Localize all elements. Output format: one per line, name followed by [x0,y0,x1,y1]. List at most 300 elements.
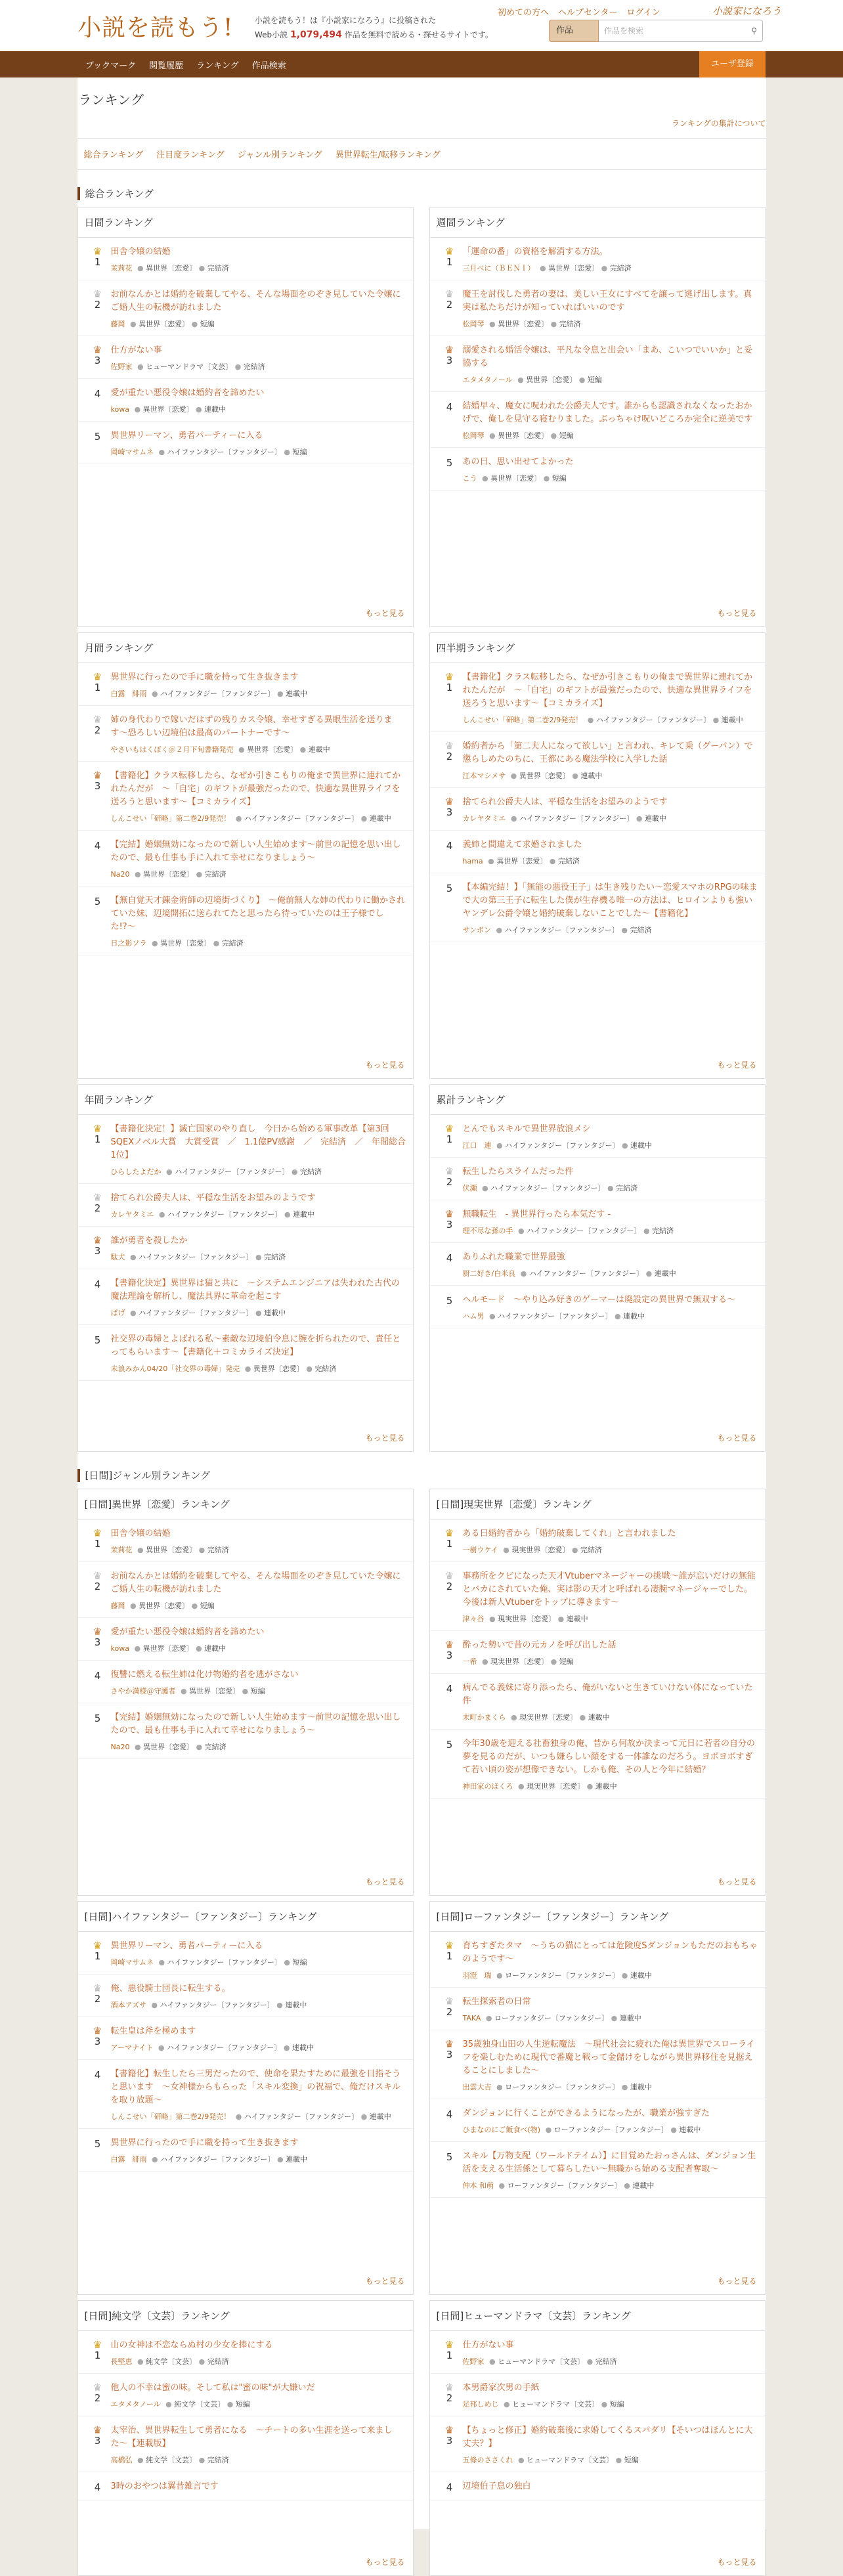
author-link[interactable]: 一希 [462,1657,477,1666]
work-title-link[interactable]: 転生したらスライムだった件 [462,1167,574,1177]
work-title-link[interactable]: 【ちょっと修正】婚約破棄後に求婚してくるスパダリ【そいつはほんとに大丈夫？】 [462,2426,753,2449]
status-label: 連載中 [588,1713,610,1722]
work-title-link[interactable]: 異世界リーマン、勇者パーティーに入る [110,1941,263,1951]
author-link[interactable]: 仲本 和萌 [462,2181,494,2190]
ranking-item [78,2060,413,2129]
rank-badge [85,344,111,372]
author-link[interactable]: 岡崎マサムネ [110,1958,154,1967]
ranking-item [430,2331,765,2374]
author-link[interactable]: ひまなのにご飯食べ(物) [462,2126,541,2134]
tab-isekai[interactable]: 異世界転生/転移ランキング [335,150,441,160]
work-meta: 一樹ウケイ ● 現実世界〔恋愛〕 ● 完結済 [462,1546,602,1554]
author-link[interactable]: 酒本アズサ [110,2001,146,2009]
work-title-link[interactable]: 仕方がない事 [462,2340,514,2350]
status-label: 完結済 [595,2357,617,2366]
genre-label: ハイファンタジー〔ファンタジー〕 [160,2155,275,2164]
genre-label: 異世界〔恋愛〕 [142,1644,194,1653]
rank-badge [85,714,111,754]
crown-icon: ♛ [444,246,454,257]
author-link[interactable]: 佐野家 [110,362,133,371]
work-title-link[interactable]: あの日、思い出せてよかった [462,457,574,467]
ranking-item [430,2030,765,2099]
ranking-item [430,2099,765,2142]
work-title-link[interactable]: 病んでる義妹に寄り添ったら、俺がいないと生きていけない体になっていた件 [462,1683,753,1706]
genre-label: ローファンタジー〔ファンタジー〕 [553,2126,668,2134]
rank-badge [437,1251,463,1278]
work-title-link[interactable]: 本男爵家次男の手紙 [462,2383,540,2393]
search-input[interactable]: 作品を検索 ⚲ [599,20,763,42]
rank-badge [437,2107,463,2135]
work-meta: こう ● 異世界〔恋愛〕 ● 短編 [462,474,567,483]
work-title-link[interactable]: 義姉と間違えて求婚されました [462,840,582,850]
work-title-link[interactable]: 仕方がない事 [110,345,162,355]
author-link[interactable]: 出雲大吉 [462,2083,492,2091]
author-link[interactable]: 岡崎マサムネ [110,448,154,456]
rank-number: 5 [94,431,101,443]
ranking-item [78,1184,413,1227]
rank-badge [85,1711,111,1752]
rank-badge [85,2068,111,2122]
work-title-link[interactable]: 無職転生 - 異世界行ったら本気だす - [462,1210,611,1219]
work-title-link[interactable]: 「運命の番」の資格を解消する方法。 [462,247,608,257]
work-title-link[interactable]: とんでもスキルで異世界放浪メシ [462,1124,591,1134]
author-link[interactable]: 藤岡 [110,1602,125,1610]
crown-icon: ♛ [93,288,102,300]
author-link[interactable]: 松岡琴 [462,431,485,440]
crown-icon: ♛ [93,671,102,683]
author-link[interactable]: 駄犬 [110,1253,125,1261]
panel-title: [日間]異世界〔恋愛〕ランキング [78,1489,413,1519]
rank-number: 3 [446,1649,453,1661]
status-label: 連載中 [630,1141,653,1150]
more-link[interactable]: もっと見る [717,2277,757,2286]
genre-label: 現実世界〔恋愛〕 [527,1782,585,1791]
more-link[interactable]: もっと見る [365,1877,405,1887]
work-title-link[interactable]: 異世界に行ったので手に職を持って生き抜きます [110,672,299,682]
genre-label: ハイファンタジー〔ファンタジー〕 [139,1253,253,1261]
author-link[interactable]: 神田家のほくろ [462,1782,513,1791]
work-title-link[interactable]: 太宰治、異世界転生して勇者になる 〜チートの多い生涯を送って来ました〜【連載版】 [110,2426,393,2449]
work-title-link[interactable]: 辺境伯子息の独白 [462,2481,531,2491]
author-link[interactable]: アーマナイト [110,2043,154,2052]
author-link[interactable]: ぱげ [110,1309,125,1317]
ranking-item [78,336,413,379]
work-meta: 仲本 和萌 ● ローファンタジー〔ファンタジー〕 ● 連載中 [462,2181,655,2190]
crown-icon: ♛ [444,740,454,752]
crown-icon: ♛ [444,671,454,683]
work-meta: 松岡琴 ● 異世界〔恋愛〕 ● 完結済 [462,320,581,328]
work-title-link[interactable]: 結婚早々、魔女に呪われた公爵夫人です。誰からも認識されなくなったおかげで、俺しを見守る寝むりました。ぶっちゃけ呪いどころか完全に逆美です [462,401,753,424]
author-link[interactable]: 厨二好き/白米良 [462,1269,516,1278]
nav-bookmark[interactable]: ブックマーク [85,60,137,71]
work-title-link[interactable]: ある日婚約者から「婚約破棄してくれ」と言われました [462,1529,676,1539]
status-label: 完結済 [207,2357,229,2366]
genre-label: 現実世界〔恋愛〕 [498,1615,556,1623]
work-meta: アーマナイト ● ハイファンタジー〔ファンタジー〕 ● 連載中 [110,2043,314,2052]
author-link[interactable]: 一樹ウケイ [462,1546,498,1554]
work-title-link[interactable]: 捨てられ公爵夫人は、平穏な生活をお望みのようです [110,1193,316,1203]
author-link[interactable]: 茉莉花 [110,264,133,273]
work-title-link[interactable]: 育ちすぎたタマ 〜うちの猫にとっては危険度Sダンジョンもただのおもちゃのようです〜 [462,1941,758,1964]
rank-number: 4 [94,840,101,852]
genre-label: ハイファンタジー〔ファンタジー〕 [527,1227,641,1235]
ranking-item [430,1674,765,1730]
about-ranking-link[interactable]: ランキングの集計について [672,119,766,128]
work-title-link[interactable]: 誰が勇者を殺したか [110,1236,188,1246]
crown-icon: ♛ [444,1166,454,1177]
work-title-link[interactable]: ありふれた職業で世界最強 [462,1252,565,1262]
genre-label: ハイファンタジー〔ファンタジー〕 [139,1309,253,1317]
crown-icon: ♛ [444,344,454,356]
work-title-link[interactable]: 捨てられ公爵夫人は、平穏な生活をお望みのようです [462,797,668,807]
rank-number: 2 [446,1176,453,1188]
author-link[interactable]: サンボン [462,926,491,934]
work-meta: しんこせい「研略」第二巻2/9発売！ ● ハイファンタジー〔ファンタジー〕 ● 連載中 [110,2112,391,2121]
status-label: 完結済 [204,1743,227,1751]
status-label: 連載中 [623,1312,645,1321]
genre-label: 異世界〔恋愛〕 [189,1687,240,1695]
ranking-item [78,2129,413,2172]
status-label: 短編 [609,2400,624,2409]
nav-history[interactable]: 閲覧履歴 [149,60,184,71]
author-link[interactable]: 未浪みかん04/20「社交界の毒婦」発売 [110,1364,240,1373]
work-title-link[interactable]: 異世界に行ったので手に職を持って生き抜きます [110,2138,299,2148]
work-title-link[interactable]: スキル【万物支配（ワールドテイム）】に目覚めたおっさんは、ダンジョン生活を支える生活係として暮らしたい〜無職から始める支配者奪取〜 [462,2151,756,2174]
rank-badge [437,1123,463,1150]
rank-number: 1 [446,256,453,268]
work-meta: 岡崎マサムネ ● ハイファンタジー〔ファンタジー〕 ● 短編 [110,1958,307,1967]
status-label: 完結済 [616,1184,638,1192]
rank-badge [437,246,463,273]
author-link[interactable]: ひらしたよだか [110,1168,162,1176]
rank-number: 5 [94,1713,101,1724]
ranking-item [78,1519,413,1562]
work-meta: 伏瀬 ● ハイファンタジー〔ファンタジー〕 ● 完結済 [462,1184,638,1192]
rank-badge [85,1333,111,1374]
work-title-link[interactable]: 【書籍化決定！】滅亡国家のやり直し 今日から始める軍事改革【第3回SQEXノベル大賞 大賞受賞 ／ 1.1億PV感謝 ／ 完結済 ／ 年間総合1位】 [110,1124,406,1160]
work-title-link[interactable]: 異世界リーマン、勇者パーティーに入る [110,431,263,441]
ranking-item [430,1519,765,1562]
work-meta: 出雲大吉 ● ローファンタジー〔ファンタジー〕 ● 連載中 [462,2083,652,2091]
rank-number: 3 [446,355,453,366]
work-title-link[interactable]: 酔った勢いで昔の元カノを呼び出した話 [462,1640,616,1650]
genre-label: ハイファンタジー〔ファンタジー〕 [167,2043,282,2052]
genre-label: ハイファンタジー〔ファンタジー〕 [504,926,619,934]
genre-label: ローファンタジー〔ファンタジー〕 [507,2181,622,2190]
crown-icon: ♛ [93,344,102,356]
genre-label: 現実世界〔恋愛〕 [519,1713,578,1722]
genre-label: ハイファンタジー〔ファンタジー〕 [519,814,634,823]
rank-number: 3 [446,2049,453,2061]
author-link[interactable]: エタメタノール [110,2400,161,2409]
ranking-item [430,2416,765,2472]
author-link[interactable]: 白露 緋雨 [110,2155,147,2164]
crown-icon: ♛ [444,2339,454,2351]
work-title-link[interactable]: ヘルモード 〜やり込み好きのゲーマーは廃設定の異世界で無双する〜 [462,1295,735,1305]
rank-badge [85,2480,111,2493]
tab-attention[interactable]: 注目度ランキング [156,150,225,160]
rank-badge [85,1982,111,2010]
more-link[interactable]: もっと見る [717,1877,757,1887]
author-link[interactable]: 五條のささくれ [462,2456,513,2464]
ranking-item [78,2017,413,2060]
ranking-item [430,1988,765,2030]
genre-label: ハイファンタジー〔ファンタジー〕 [529,1269,644,1278]
status-label: 完結済 [652,1227,674,1235]
work-title-link[interactable]: 【本編完結！】「無能の悪役王子」は生き残りたい〜恋愛スマホのRPGの味まで大の第三王子に転生した僕が生存機る唯一の方法は、ヒロインよりも強いヤンデレ公爵令嬢と婚約破棄しないことでした〜【書籍化】 [462,883,758,919]
author-link[interactable]: しんこせい「研略」第二巻2/9発売！ [110,814,231,823]
author-link[interactable]: kowa [110,405,129,414]
status-label: 完結済 [630,926,652,934]
more-link[interactable]: もっと見る [365,2558,405,2567]
panel-row [77,1489,766,1896]
work-meta: しんこせい「研略」第二巻2/9発売！ ● ハイファンタジー〔ファンタジー〕 ● 連載中 [462,716,743,724]
work-meta: エタメタノール ● 純文学〔文芸〕 ● 短編 [110,2400,250,2409]
work-title-link[interactable]: 【書籍化】クラス転移したら、なぜか引きこもりの俺まで異世界に連れてかれたんだが 〜「自宅」のギフトが最強だったので、快適な異世界ライフを送ろうと思います〜【コミカライズ】 [110,771,401,807]
narou-logo[interactable]: 小説家になろう [712,5,782,17]
more-link[interactable]: もっと見る [717,2558,757,2567]
work-title-link[interactable]: お前なんかとは婚約を破棄してやる、そんな場面をのぞき見していた令嬢にご婚人生の転機が訪れました [110,290,401,313]
author-link[interactable]: 白露 緋雨 [110,689,147,698]
author-link[interactable]: Na20 [110,870,130,879]
genre-label: ハイファンタジー〔ファンタジー〕 [167,1210,282,1219]
main-nav [0,51,843,77]
panel-title: [日間]ローファンタジー〔ファンタジー〕ランキング [430,1902,765,1932]
work-meta: やさいもはくぼく＠２月下旬書籍発売 ● 異世界〔恋愛〕 ● 連載中 [110,745,330,754]
work-meta: 酒本アズサ ● ハイファンタジー〔ファンタジー〕 ● 連載中 [110,2001,307,2009]
work-title-link[interactable]: 【完結】婚姻無効になったので新しい人生始めます〜前世の記憶を思い出したので、最も仕事も手に入れて幸せになりましょう〜 [110,840,401,863]
genre-label: ハイファンタジー〔ファンタジー〕 [244,2112,359,2121]
work-meta: ひらしたよだか ● ハイファンタジー〔ファンタジー〕 ● 完結済 [110,1168,322,1176]
more-link[interactable]: もっと見る [365,609,405,618]
rank-badge [85,288,111,329]
ranking-item [430,831,765,873]
ranking-item [430,336,765,392]
author-link[interactable]: カレヤタミエ [462,814,506,823]
rank-number: 1 [94,682,101,693]
work-title-link[interactable]: 愛が重たい悪役令嬢は婚約者を諦めたい [110,388,265,398]
author-link[interactable]: 津々谷 [462,1615,485,1623]
rank-badge [437,1570,463,1624]
rank-badge [85,1277,111,1318]
work-title-link[interactable]: 今年30歳を迎える社畜独身の俺、昔から何故か決まって元日に若者の自分の夢を見るのだが、いつも嫌らしい顔をする一体誰なのだろう。ヨボヨボすぎて若い頃の姿が想像できない。しかも俺、その人と今年に結婚？ [462,1739,756,1775]
work-title-link[interactable]: 姉の身代わりで嫁いだはずの残りカス令嬢、幸せすぎる異眼生活を送ります〜恐ろしい辺境伯は最高のパートナーです〜 [110,715,393,738]
ranking-item [78,1703,413,1759]
work-title-link[interactable]: 田舎令嬢の結婚 [110,247,171,257]
rank-number: 1 [446,1133,453,1145]
rank-number: 3 [94,355,101,366]
work-meta: エタメタノール ● 異世界〔恋愛〕 ● 短編 [462,376,602,384]
rank-badge [437,288,463,329]
rank-badge [437,740,463,781]
author-link[interactable]: 日之影ソラ [110,939,147,948]
work-title-link[interactable]: 【書籍化】クラス転移したら、なぜか引きこもりの俺まで異世界に連れてかれたんだが 〜「自宅」のギフトが最強だったので、快適な異世界ライフを送ろうと思います〜【コミカライズ】 [462,672,753,709]
ranking-item [430,1158,765,1200]
work-title-link[interactable]: 魔王を討伐した勇者の妻は、美しい王女にすべてを譲って逃げ出します。真実は私たちだけが知っていればいいのです [462,290,752,313]
rank-badge [85,2025,111,2053]
rank-badge [437,1639,463,1667]
login-link[interactable]: ログイン [626,8,660,18]
author-link[interactable]: 末町かまくら [462,1713,506,1722]
work-meta: 羽澄 瑞 ● ローファンタジー〔ファンタジー〕 ● 連載中 [462,1971,652,1980]
rank-badge [437,2339,463,2367]
nav-ranking[interactable]: ランキング [196,60,239,71]
work-meta: 駄犬 ● ハイファンタジー〔ファンタジー〕 ● 完結済 [110,1253,286,1261]
author-link[interactable]: 江本マシメサ [462,772,506,780]
genre-label: ハイファンタジー〔ファンタジー〕 [498,1312,613,1321]
author-link[interactable]: 三月べに（ＢＥＮＩ） [462,264,535,273]
more-link[interactable]: もっと見る [365,2277,405,2286]
work-title-link[interactable]: 【完結】婚姻無効になったので新しい人生始めます〜前世の記憶を思い出したので、最も仕事も手に入れて幸せになりましょう〜 [110,1713,401,1736]
ranking-item [78,1325,413,1381]
author-link[interactable]: 江口 連 [462,1141,492,1150]
status-label: 連載中 [204,405,227,414]
work-title-link[interactable]: ダンジョンに行くことができるようになったが、職業が強すぎた [462,2108,710,2118]
status-label: 連載中 [595,1782,617,1791]
work-title-link[interactable]: 社交界の毒婦とよばれる私〜素敵な辺境伯令息に腕を折られたので、責任とってもらいます〜【書籍化＋コミカライズ決定】 [110,1334,401,1357]
ranking-panel [429,1489,766,1896]
work-meta: さやか満様＠守護者 ● 異世界〔恋愛〕 ● 短編 [110,1687,265,1695]
status-label: 連載中 [264,1309,286,1317]
search-icon[interactable]: ⚲ [751,26,757,35]
work-title-link[interactable]: 【書籍化】転生したら三男だったので、使命を果たすために最強を目指そうと思います 〜女神様からもらった「スキル変換」の祝福で、俺だけスキルを取り放題〜 [110,2069,401,2105]
ranking-item [430,1562,765,1631]
more-link[interactable]: もっと見る [365,1060,405,1070]
author-link[interactable]: エタメタノール [462,376,513,384]
work-title-link[interactable]: 復讐に燃える転生姉は化け物婚約者を逃がさない [110,1670,299,1680]
search-category-select[interactable]: 作品 [549,20,599,42]
site-tagline [255,13,493,42]
status-label: 連載中 [721,716,743,724]
rank-number: 2 [94,1993,101,2005]
ranking-item [430,1115,765,1158]
author-link[interactable]: kowa [110,1644,129,1653]
work-title-link[interactable]: お前なんかとは婚約を破棄してやる、そんな場面をのぞき見していた令嬢にご婚人生の転機が訪れました [110,1571,401,1594]
work-title-link[interactable]: 田舎令嬢の結婚 [110,1529,171,1539]
work-title-link[interactable]: 【無自覚天才錬金術師の辺境街づくり】 〜俺前無人な姉の代わりに働かされていた妹、辺境開拓に送られてたと思ったら待っていたのは王子様でした!?〜 [110,896,406,932]
author-link[interactable]: しんこせい「研略」第二巻2/9発売！ [462,716,583,724]
tab-overall[interactable]: 総合ランキング [83,150,144,160]
help-link[interactable]: ヘルプセンター [558,8,618,18]
author-link[interactable]: 高橋弘 [110,2456,133,2464]
work-title-link[interactable]: 【書籍化決定】異世界は猫と共に 〜システムエンジニアは失われた古代の魔法理論を解析し、魔法具界に革命を起こす [110,1278,400,1301]
more-link[interactable]: もっと見る [717,609,757,618]
tab-genre[interactable]: ジャンル別ランキング [237,150,322,160]
work-title-link[interactable]: 愛が重たい悪役令嬢は婚約者を諦めたい [110,1627,265,1637]
ranking-item [430,280,765,336]
ranking-item [78,238,413,280]
author-link[interactable]: Na20 [110,1743,130,1751]
rank-badge [437,796,463,823]
more-link[interactable]: もっと見る [365,1433,405,1443]
status-label: 短編 [559,431,574,440]
status-label: 連載中 [286,689,308,698]
author-link[interactable]: hama [462,857,483,865]
ranking-item [78,379,413,422]
work-meta: hama ● 異世界〔恋愛〕 ● 完結済 [462,857,580,865]
rank-badge [437,400,463,441]
status-label: 完結済 [557,857,580,865]
ranking-panel [77,632,414,1079]
panel-title: [日間]ハイファンタジー〔ファンタジー〕ランキング [78,1902,413,1932]
status-label: 完結済 [207,1546,229,1554]
nav-search[interactable]: 作品検索 [251,60,286,71]
author-link[interactable]: カレヤタミエ [110,1210,154,1219]
work-title-link[interactable]: 溺愛される婚活令嬢は、平凡な令息と出会い「まあ、こいつでいいか」と妥協する [462,345,752,368]
author-link[interactable]: やさいもはくぼく＠２月下旬書籍発売 [110,745,234,754]
ranking-item [430,392,765,448]
beginner-link[interactable]: 初めての方へ [498,8,550,18]
status-label: 連載中 [369,2112,391,2121]
work-meta: 茉莉花 ● 異世界〔恋愛〕 ● 完結済 [110,1546,229,1554]
genre-label: ローファンタジー〔ファンタジー〕 [505,2083,620,2091]
work-title-link[interactable]: 山の女神は不恋ならぬ村の少女を捧にする [110,2340,273,2350]
author-link[interactable]: しんこせい「研略」第二巻2/9発売！ [110,2112,231,2121]
work-meta: 厨二好き/白米良 ● ハイファンタジー〔ファンタジー〕 ● 連載中 [462,1269,676,1278]
author-link[interactable]: 藤岡 [110,320,125,328]
author-link[interactable]: 松岡琴 [462,320,485,328]
status-label: 連載中 [308,745,330,754]
tagline-line2: Web小説 1,079,494 作品を無料で読める・探せるサイトです。 [255,30,493,40]
work-title-link[interactable]: 事務所をクビになった天才Vtuberマネージャーの挑戦〜誰が忘いだけの無能とバカにされていた俺、実は影の天才と呼ばれる凄腕マネージャーでした。今後は新人Vtuberをトップに導きます〜 [462,1571,756,1607]
work-title-link[interactable]: 3時のおやつは翼昔雑言です [110,2481,219,2491]
rank-number: 5 [446,1739,453,1751]
status-label: 完結済 [243,362,265,371]
work-meta: kowa ● 異世界〔恋愛〕 ● 連載中 [110,405,227,414]
register-button[interactable]: ユーザ登録 [699,51,766,77]
rank-number: 1 [446,1950,453,1962]
author-link[interactable]: 茉莉花 [110,1546,133,1554]
author-link[interactable]: 足邦しめじ [462,2400,499,2409]
ranking-panel [429,632,766,1079]
author-link[interactable]: ハム男 [462,1312,485,1321]
rank-number: 4 [94,388,101,400]
genre-label: 異世界〔恋愛〕 [160,939,211,948]
author-link[interactable]: さやか満様＠守護者 [110,1687,176,1695]
rank-badge [437,2038,463,2092]
author-link[interactable]: こう [462,474,477,483]
rank-badge [85,1527,111,1555]
author-link[interactable]: 理不尽な孫の手 [462,1227,513,1235]
work-title-link[interactable]: 転生探索者の日常 [462,1997,531,2007]
more-link[interactable]: もっと見る [717,1433,757,1443]
work-title-link[interactable]: 婚約者から「第二夫人になって欲しい」と言われ、キレて乗（グーパン）で懲らしめたのちに、王都にある魔法学校に入学した話 [462,741,753,764]
work-title-link[interactable]: 35歳独身山田の人生逆転魔法 〜現代社会に疲れた俺は異世界でスローライフを楽しむために現代で番魔と戦って金儲けをしながら異世界移住を見据えることにしました〜 [462,2040,755,2076]
genre-label: ローファンタジー〔ファンタジー〕 [494,2014,609,2022]
main-content [77,77,766,2567]
work-title-link[interactable]: 転生皇は斧を極めます [110,2026,196,2036]
more-link[interactable]: もっと見る [717,1060,757,1070]
status-label: 連載中 [292,2043,314,2052]
work-title-link[interactable]: 俺、悪役騎士団長に転生する。 [110,1984,230,1994]
author-link[interactable]: 伏瀬 [462,1184,477,1192]
author-link[interactable]: 長堅恵 [110,2357,133,2366]
rank-number: 2 [94,724,101,736]
ranking-item [430,1932,765,1988]
rank-badge [85,1626,111,1653]
ranking-item [430,1200,765,1243]
ranking-panel [429,1084,766,1452]
site-logo[interactable]: 小説を読もう! [77,14,234,41]
genre-label: ハイファンタジー〔ファンタジー〕 [490,1184,605,1192]
rank-badge [437,1294,463,1321]
author-link[interactable]: TAKA [462,2014,481,2022]
author-link[interactable]: 羽澄 瑞 [462,1971,492,1980]
genre-label: 純文学〔文芸〕 [146,2357,197,2366]
work-title-link[interactable]: 他人の不幸は蜜の味。そして私は"蜜の味"が大嫌いだ [110,2383,315,2393]
panel-row [77,1901,766,2295]
author-link[interactable]: 佐野家 [462,2357,485,2366]
